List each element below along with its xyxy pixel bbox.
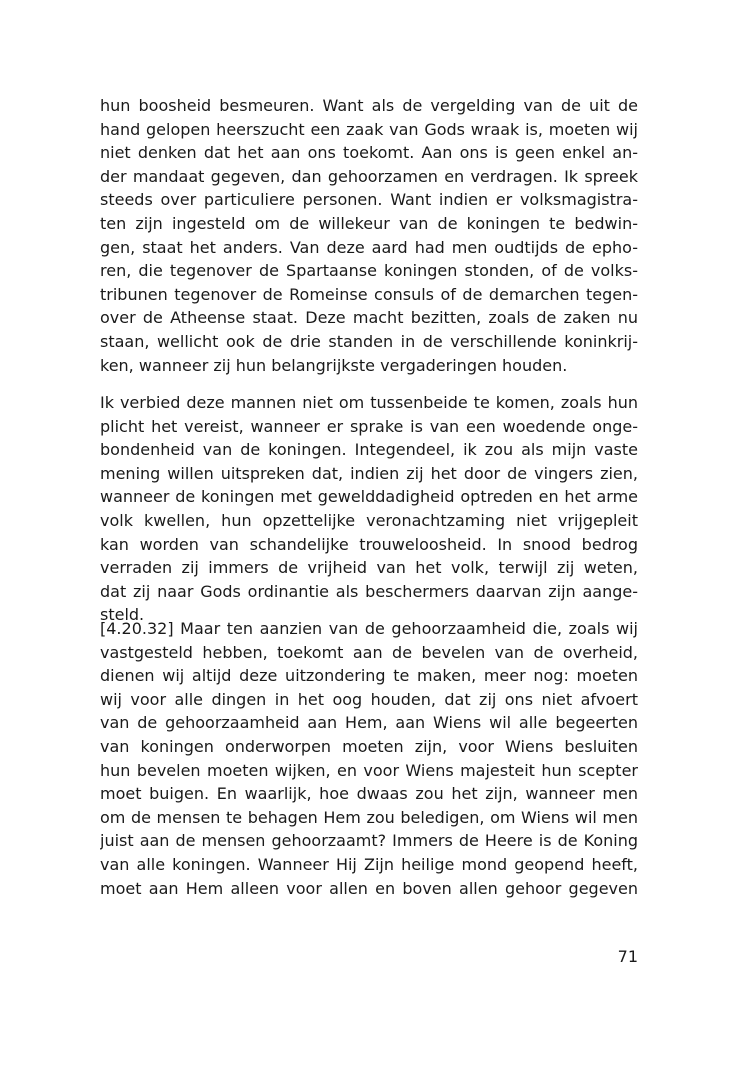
text-line: vastgesteld hebben, toekomt aan de bevelen van de overheid, bbox=[100, 642, 638, 662]
text-line: van alle koningen. Wanneer Hij Zijn heilige mond geopend heeft, bbox=[100, 854, 638, 874]
text-line: steld. bbox=[100, 605, 145, 625]
text-line: hun boosheid besmeuren. Want als de vergelding van de uit de bbox=[100, 96, 638, 115]
text-line: bondenheid van de koningen. Integendeel, ik zou als mijn vaste bbox=[100, 440, 638, 460]
text-line: moet buigen. En waarlijk, hoe dwaas zou het zijn, wanneer men bbox=[100, 784, 638, 804]
text-line: gen, staat het anders. Van deze aard had men oudtijds de epho- bbox=[100, 237, 638, 257]
paragraph-3 bbox=[100, 617, 638, 900]
text-line: dienen wij altijd deze uitzondering te maken, meer nog: moeten bbox=[100, 666, 638, 686]
text-line: over de Atheense staat. Deze macht bezitten, zoals de zaken nu bbox=[100, 308, 638, 328]
text-line: verraden zij immers de vrijheid van het volk, terwijl zij weten, bbox=[100, 558, 638, 578]
text-line: [4.20.32] Maar ten aanzien van de gehoorzaamheid die, zoals wij bbox=[100, 619, 638, 638]
text-line: hun bevelen moeten wijken, en voor Wiens majesteit hun scepter bbox=[100, 760, 638, 780]
text-line: juist aan de mensen gehoorzaamt? Immers de Heere is de Koning bbox=[100, 831, 638, 851]
text-line: ten zijn ingesteld om de willekeur van de koningen te bedwin- bbox=[100, 213, 638, 233]
text-line: staan, wellicht ook de drie standen in de verschillende koninkrij- bbox=[100, 331, 638, 351]
text-line: mening willen uitspreken dat, indien zij het door de vingers zien, bbox=[100, 463, 638, 483]
text-line: moet aan Hem alleen voor allen en boven allen gehoor gegeven bbox=[100, 878, 638, 898]
text-line: tribunen tegenover de Romeinse consuls of de demarchen tegen- bbox=[100, 284, 638, 304]
text-line: der mandaat gegeven, dan gehoorzamen en verdragen. Ik spreek bbox=[100, 166, 638, 186]
text-line: niet denken dat het aan ons toekomt. Aan ons is geen enkel an- bbox=[100, 143, 638, 163]
text-line: hand gelopen heerszucht een zaak van Gods wraak is, moeten wij bbox=[100, 119, 638, 139]
text-line: van de gehoorzaamheid aan Hem, aan Wiens wil alle begeerten bbox=[100, 713, 638, 733]
text-line: volk kwellen, hun opzettelijke veronachtzaming niet vrijgepleit bbox=[100, 510, 638, 530]
text-line: plicht het vereist, wanneer er sprake is van een woedende onge- bbox=[100, 416, 638, 436]
text-line: ken, wanneer zij hun belangrijkste vergaderingen houden. bbox=[100, 355, 568, 375]
page-number: 71 bbox=[617, 947, 638, 966]
paragraph-1 bbox=[100, 94, 638, 377]
text-line: van koningen onderworpen moeten zijn, voor Wiens besluiten bbox=[100, 736, 638, 756]
text-line: steeds over particuliere personen. Want indien er volksmagistra- bbox=[100, 190, 638, 210]
text-line: wanneer de koningen met gewelddadigheid optreden en het arme bbox=[100, 487, 638, 507]
text-line: ren, die tegenover de Spartaanse koningen stonden, of de volks- bbox=[100, 261, 638, 281]
text-line: wij voor alle dingen in het oog houden, dat zij ons niet afvoert bbox=[100, 689, 638, 709]
text-line: dat zij naar Gods ordinantie als beschermers daarvan zijn aange- bbox=[100, 581, 638, 601]
text-line: om de mensen te behagen Hem zou beledigen, om Wiens wil men bbox=[100, 807, 638, 827]
text-line: kan worden van schandelijke trouweloosheid. In snood bedrog bbox=[100, 534, 638, 554]
text-line: Ik verbied deze mannen niet om tussenbeide te komen, zoals hun bbox=[100, 393, 638, 412]
paragraph-2 bbox=[100, 391, 638, 627]
